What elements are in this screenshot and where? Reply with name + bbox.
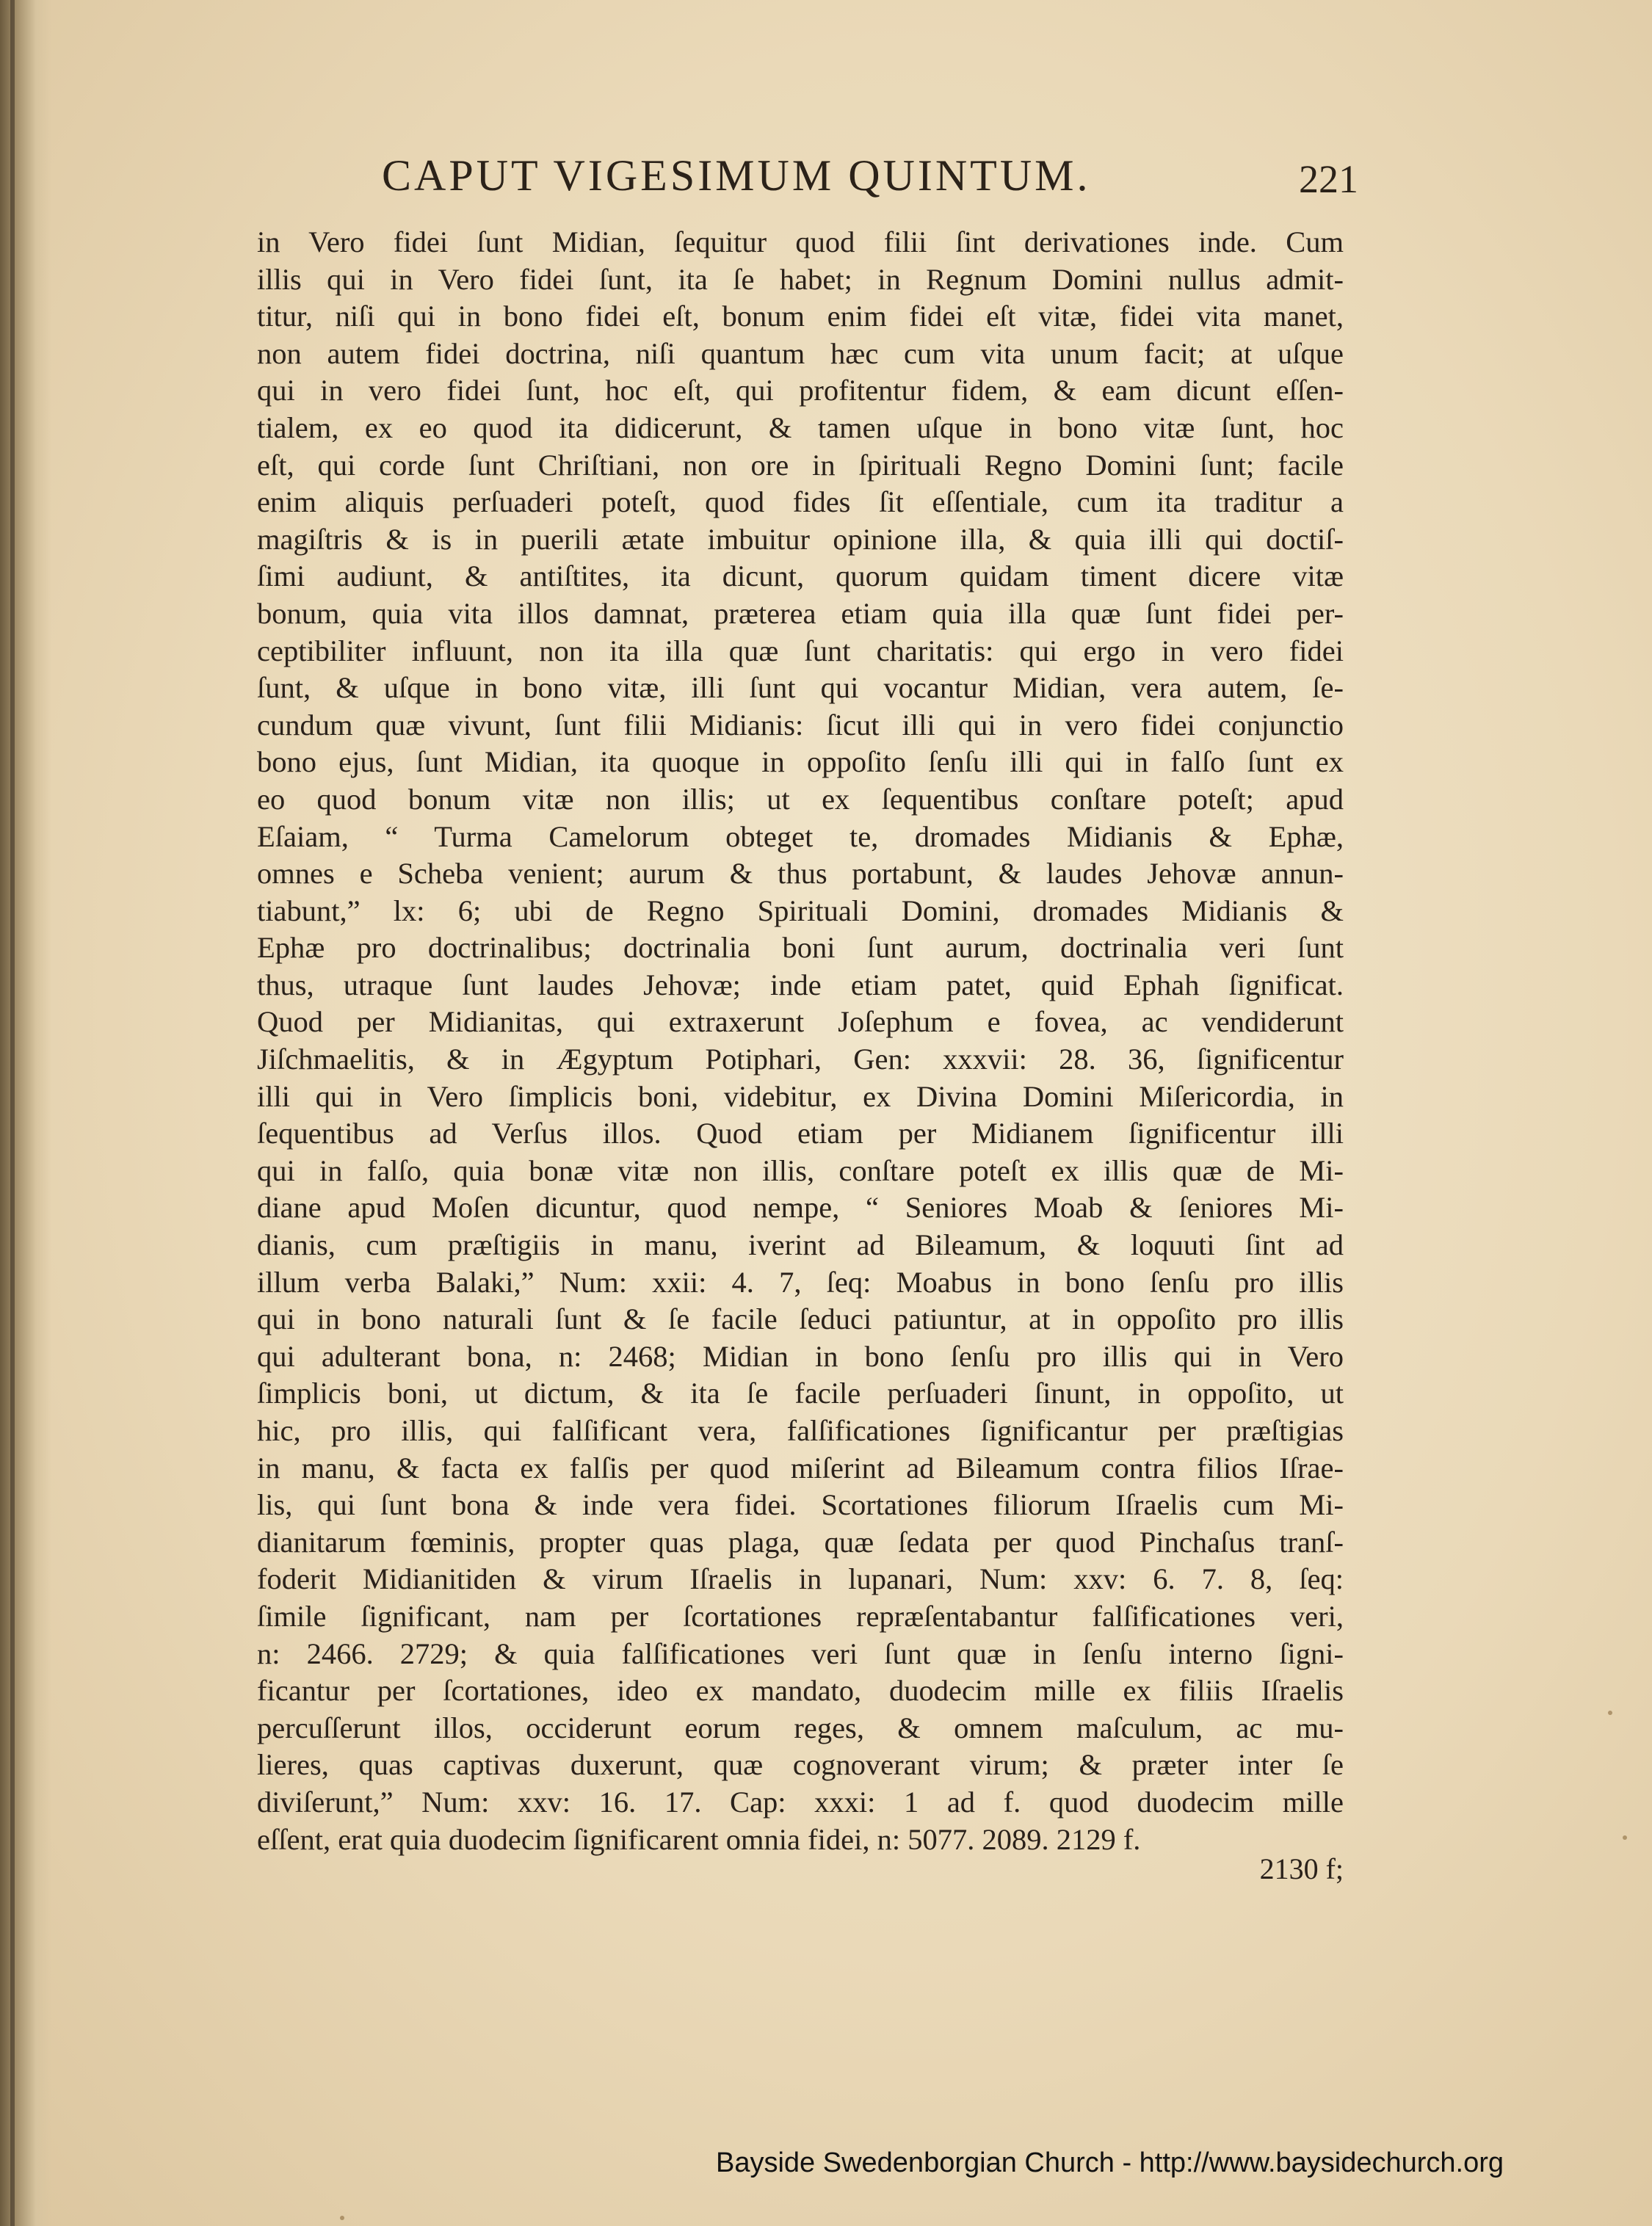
text-line: eſſent, erat quia duodecim ſignificarent omnia fidei, n: 5077. 2089. 2129 f.: [257, 1822, 1141, 1856]
text-line: dianitarum fœminis, propter quas plaga, quæ ſedata per quod Pinchaſus tranſ-: [257, 1525, 1344, 1559]
text-line: ſequentibus ad Verſus illos. Quod etiam per Midianem ſignificentur illi: [257, 1117, 1344, 1150]
binding-shadow: [0, 0, 51, 2226]
text-line: qui in falſo, quia bonæ vitæ non illis, conſtare poteſt ex illis quæ de Mi-: [257, 1153, 1344, 1187]
text-line: eo quod bonum vitæ non illis; ut ex ſequentibus conſtare poteſt; apud: [257, 782, 1344, 816]
text-line: lieres, quas captivas duxerunt, quæ cognoverant virum; & præter inter ſe: [257, 1748, 1344, 1782]
text-line: diane apud Moſen dicuntur, quod nempe, “ Seniores Moab & ſeniores Mi-: [257, 1191, 1344, 1225]
text-line: bonum, quia vita illos damnat, præterea etiam quia illa quæ ſunt fidei per-: [257, 596, 1344, 630]
text-line: ſimplicis boni, ut dictum, & ita ſe facile perſuaderi ſinunt, in oppoſito, ut: [257, 1377, 1344, 1410]
text-line: titur, niſi qui in bono fidei eſt, bonum enim fidei eſt vitæ, fidei vita manet,: [257, 300, 1344, 333]
footer-credit: Bayside Swedenborgian Church - http://www.baysidechurch.org: [716, 2147, 1504, 2178]
text-line: tiabunt,” lx: 6; ubi de Regno Spirituali Domini, dromades Midianis &: [257, 893, 1344, 927]
text-line: n: 2466. 2729; & quia falſificationes veri ſunt quæ in ſenſu interno ſigni-: [257, 1636, 1344, 1670]
text-line: Ephæ pro doctrinalibus; doctrinalia boni ſunt aurum, doctrinalia veri ſunt: [257, 931, 1344, 965]
text-line: diviſerunt,” Num: xxv: 16. 17. Cap: xxxi: 1 ad f. quod duodecim mille: [257, 1785, 1344, 1819]
text-line: eſt, qui corde ſunt Chriſtiani, non ore in ſpirituali Regno Domini ſunt; facile: [257, 448, 1344, 482]
text-line: thus, utraque ſunt laudes Jehovæ; inde etiam patet, quid Ephah ſignificat.: [257, 968, 1344, 1001]
text-line: Quod per Midianitas, qui extraxerunt Joſephum e fovea, ac vendiderunt: [257, 1005, 1344, 1039]
text-line: qui in bono naturali ſunt & ſe facile ſeduci patiuntur, at in oppoſito pro illis: [257, 1302, 1344, 1336]
text-line: Jiſchmaelitis, & in Ægyptum Potiphari, Gen: xxxvii: 28. 36, ſignificentur: [257, 1043, 1344, 1076]
text-line: hic, pro illis, qui falſificant vera, falſificationes ſignificantur per præſtigias: [257, 1414, 1344, 1447]
text-line: tialem, ex eo quod ita didicerunt, & tamen uſque in bono vitæ ſunt, hoc: [257, 410, 1344, 444]
paper-speck: [1608, 1711, 1612, 1715]
text-line: in manu, & facta ex falſis per quod miſerint ad Bileamum contra filios Iſrae-: [257, 1451, 1344, 1484]
text-line: illis qui in Vero fidei ſunt, ita ſe habet; in Regnum Domini nullus admit-: [257, 262, 1344, 296]
text-line: enim aliquis perſuaderi poteſt, quod fides ſit eſſentiale, cum ita traditur a: [257, 485, 1344, 519]
text-line: dianis, cum præſtigiis in manu, iverint ad Bileamum, & loquuti ſint ad: [257, 1228, 1344, 1262]
text-line: ſimi audiunt, & antiſtites, ita dicunt, quorum quidam timent dicere vitæ: [257, 559, 1344, 593]
text-line: Eſaiam, “ Turma Camelorum obteget te, dromades Midianis & Ephæ,: [257, 819, 1344, 853]
text-line: magiſtris & is in puerili ætate imbuitur opinione illa, & quia illi qui doctiſ-: [257, 522, 1344, 556]
text-line: bono ejus, ſunt Midian, ita quoque in oppoſito ſenſu illi qui in falſo ſunt ex: [257, 745, 1344, 779]
body-text: [257, 224, 1344, 1858]
page-edge: [10, 0, 15, 2226]
page-header: [382, 151, 1358, 209]
text-line: ficantur per ſcortationes, ideo ex mandato, duodecim mille ex filiis Iſraelis: [257, 1674, 1344, 1708]
text-line: percuſſerunt illos, occiderunt eorum reges, & omnem maſculum, ac mu-: [257, 1711, 1344, 1744]
text-line: qui adulterant bona, n: 2468; Midian in bono ſenſu pro illis qui in Vero: [257, 1339, 1344, 1373]
text-line: in Vero fidei ſunt Midian, ſequitur quod filii ſint derivationes inde. Cum: [257, 225, 1344, 258]
text-line: non autem fidei doctrina, niſi quantum hæc cum vita unum facit; at uſque: [257, 336, 1344, 370]
text-line: ſimile ſignificant, nam per ſcortationes repræſentabantur falſificationes veri,: [257, 1599, 1344, 1633]
catchword: 2130 f;: [1259, 1852, 1344, 1885]
paper-speck: [340, 2216, 344, 2220]
text-line: cundum quæ vivunt, ſunt filii Midianis: ſicut illi qui in vero fidei conjunctio: [257, 708, 1344, 742]
running-title: CAPUT VIGESIMUM QUINTUM.: [382, 151, 1091, 200]
text-line: illi qui in Vero ſimplicis boni, videbitur, ex Divina Domini Miſericordia, in: [257, 1079, 1344, 1113]
text-line: qui in vero fidei ſunt, hoc eſt, qui profitentur fidem, & eam dicunt eſſen-: [257, 374, 1344, 407]
text-line: illum verba Balaki,” Num: xxii: 4. 7, ſeq: Moabus in bono ſenſu pro illis: [257, 1265, 1344, 1299]
paper-speck: [1623, 1835, 1627, 1840]
page-number: 221: [1299, 157, 1358, 201]
text-line: lis, qui ſunt bona & inde vera fidei. Scortationes filiorum Iſraelis cum Mi-: [257, 1488, 1344, 1522]
text-line: ſunt, & uſque in bono vitæ, illi ſunt qui vocantur Midian, vera autem, ſe-: [257, 671, 1344, 705]
text-line: ceptibiliter influunt, non ita illa quæ ſunt charitatis: qui ergo in vero fidei: [257, 634, 1344, 667]
text-line: omnes e Scheba venient; aurum & thus portabunt, & laudes Jehovæ annun-: [257, 857, 1344, 891]
text-line: foderit Midianitiden & virum Iſraelis in lupanari, Num: xxv: 6. 7. 8, ſeq:: [257, 1562, 1344, 1596]
